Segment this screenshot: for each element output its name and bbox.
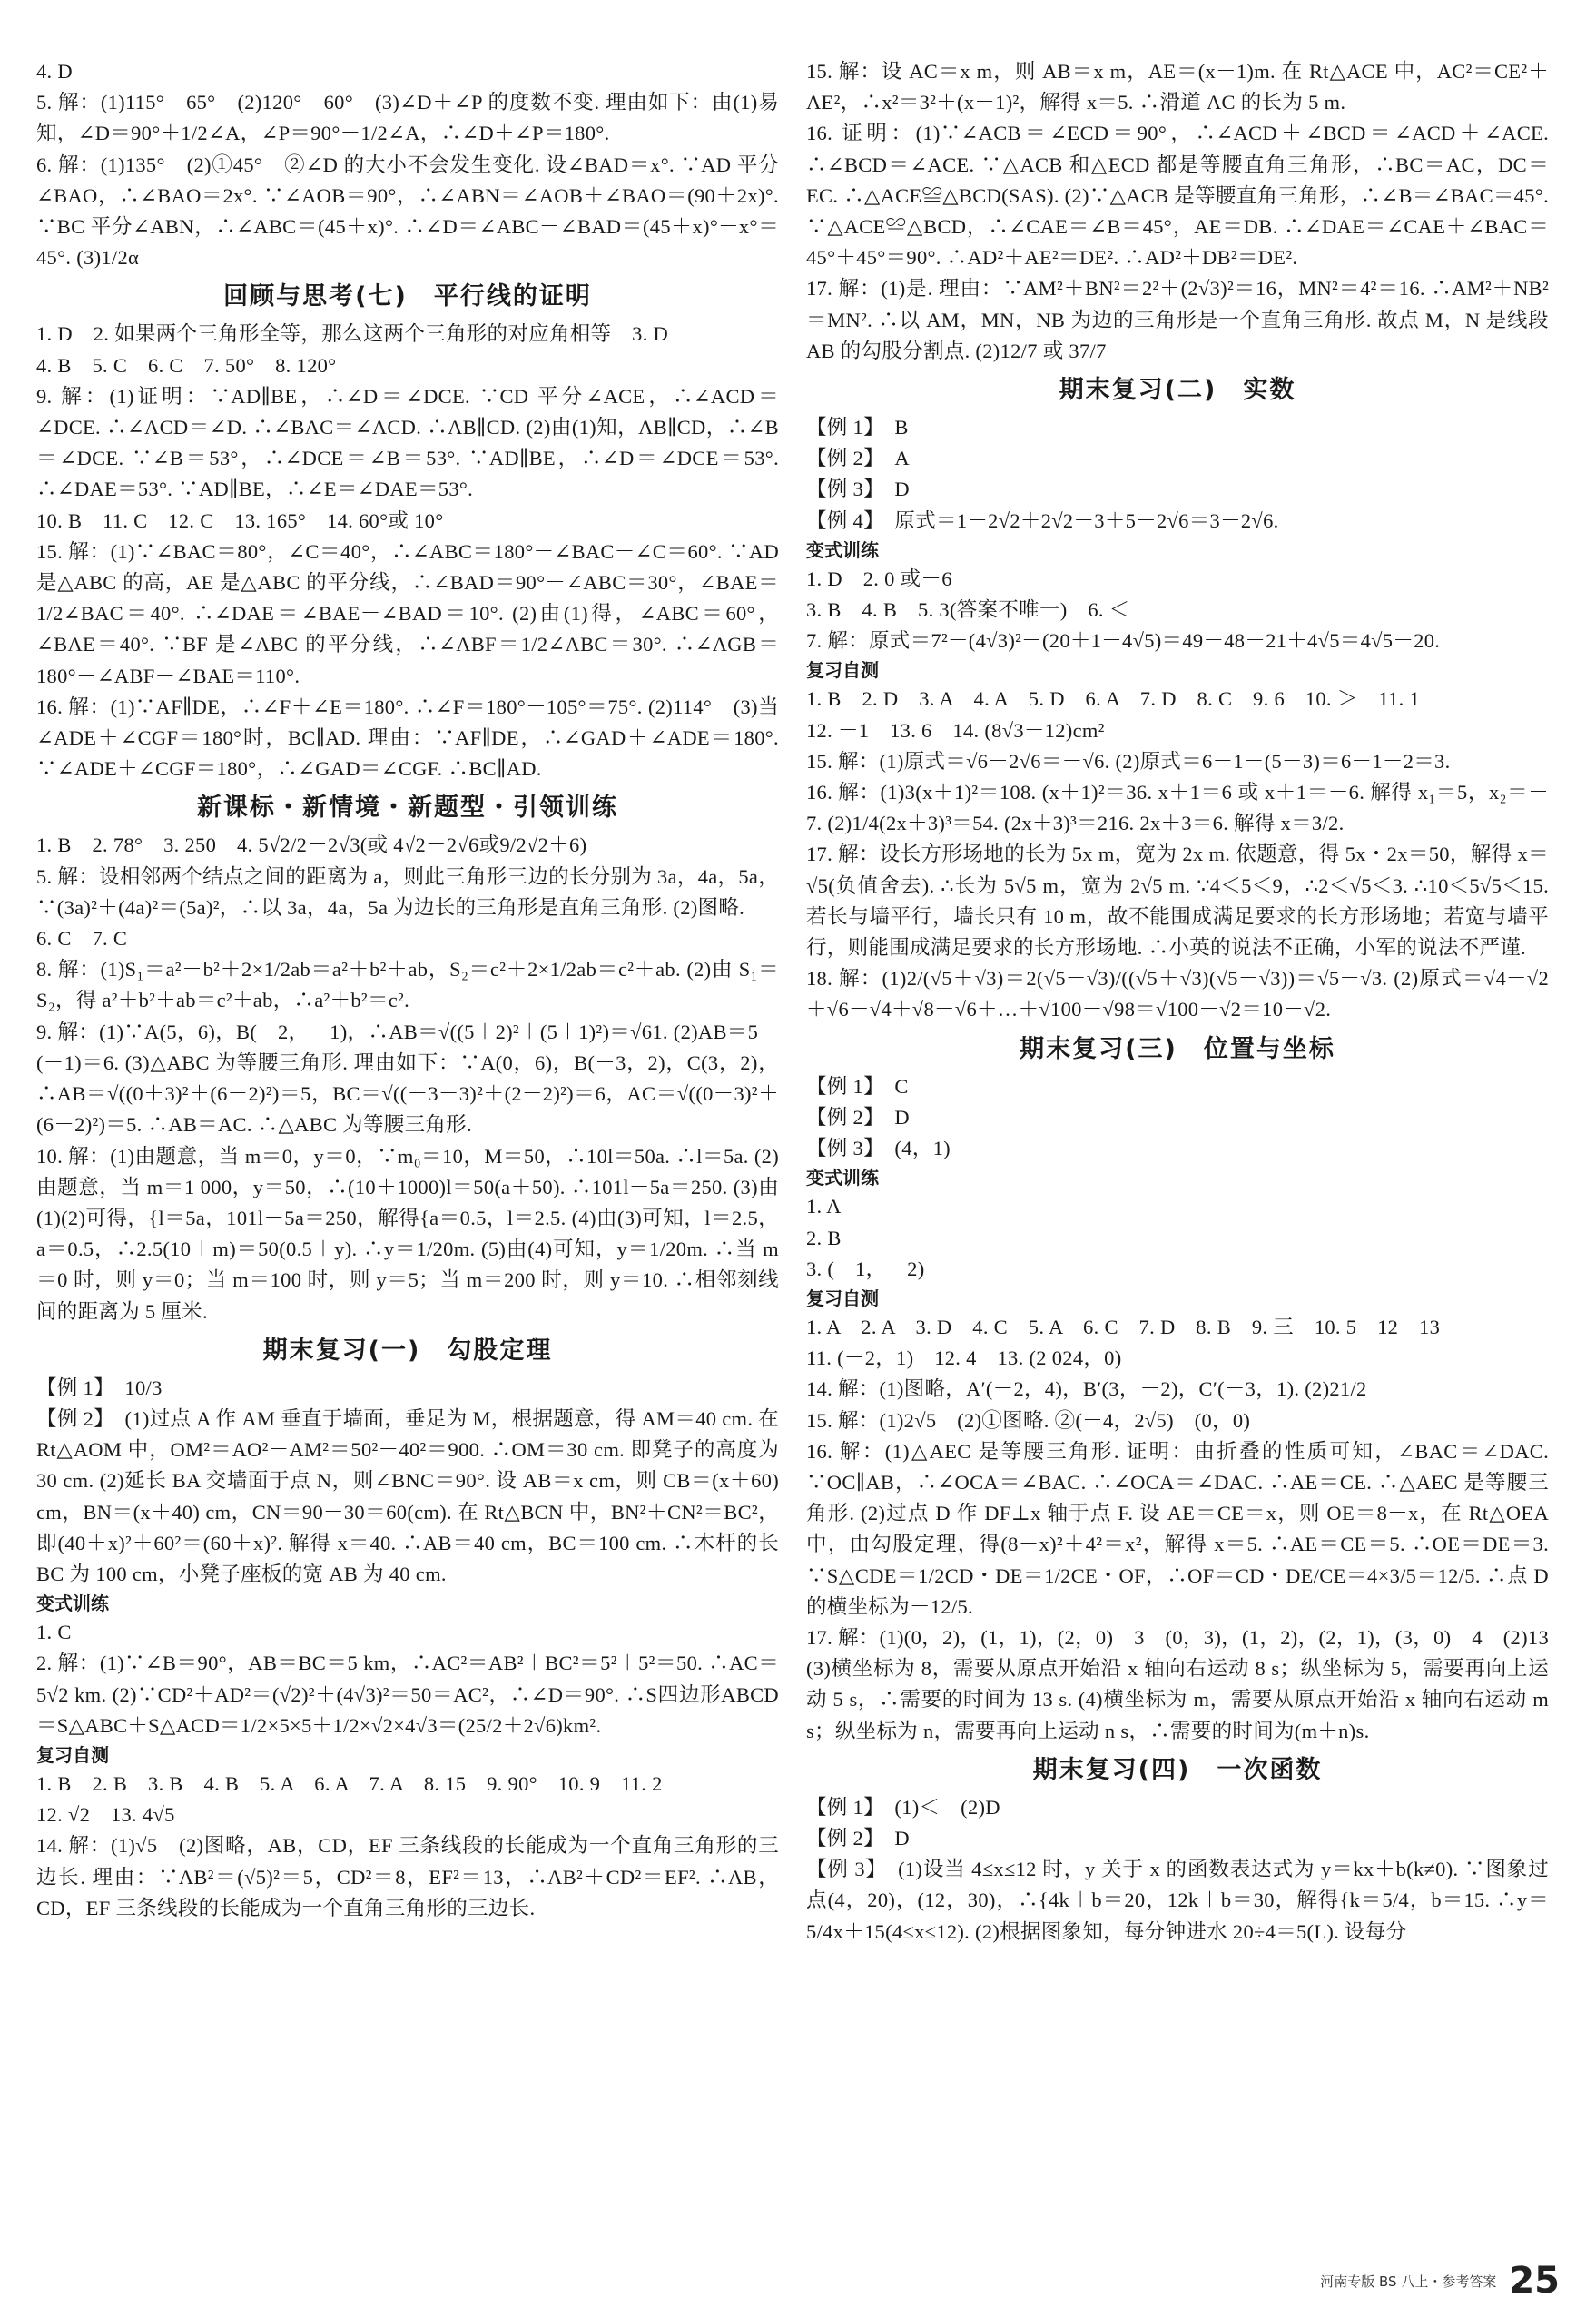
answer-paragraph: 【例 3】 (4，1) — [806, 1137, 951, 1160]
answer-paragraph: 【例 2】 A — [806, 447, 910, 470]
answer-paragraph: 1. B 2. B 3. B 4. B 5. A 6. A 7. A 8. 15 9. 90° 10. 9 11. 2 — [36, 1771, 663, 1795]
answer-paragraph: 【例 2】 (1)过点 A 作 AM 垂直于墙面，垂足为 M，根据题意，得 AM＝40 cm. 在 Rt△AOM 中，OM²＝AO²－AM²＝50²－40²＝900. ∴OM＝30 cm. 即凳子的高度为 30 cm. (2)延长 BA 交墙面于点 N，则∠BNC＝90°. 设 AB＝x cm，则 CB＝(x＋60) cm，BN＝(x＋40) cm，CN＝90－30＝60(cm). 在 Rt△BCN 中，BN²＋CN²＝BC²，即(40＋x)²＋60²＝(60＋x)². 解得 x＝40. ∴AB＝40 cm，BC＝100 cm. ∴木杆的长 BC 为 100 cm，小凳子座板的宽 AB 为 40 cm. — [36, 1406, 779, 1585]
answer-paragraph: 10. 解：(1)由题意，当 m＝0，y＝0，∵m₀＝10，M＝50，∴10l＝50a. ∴l＝5a. (2)由题意，当 m＝1 000，y＝50，∴(10＋1000)l＝50(a＋50). ∴101l－5a＝250. (3)由(1)(2)可得，{l＝5a，101l－5a＝250，解得{a＝0.5，l＝2.5. (4)由(3)可知，l＝2.5，a＝0.5，∴2.5(10＋m)＝50(0.5＋y). ∴y＝1/20m. (5)由(4)可知，y＝1/20m. ∴当 m＝0 时，则 y＝0；当 m＝100 时，则 y＝5；当 m＝200 时，则 y＝10. ∴相邻刻线间的距离为 5 厘米. — [36, 1144, 779, 1323]
answer-paragraph: 18. 解：(1)2/(√5＋√3)＝2(√5－√3)/((√5＋√3)(√5－√3))＝√5－√3. (2)原式＝√4－√2＋√6－√4＋√8－√6＋…＋√100－√98＝√100－√2＝10－√2. — [806, 967, 1549, 1021]
answer-paragraph: 10. B 11. C 12. C 13. 165° 14. 60°或 10° — [36, 508, 444, 532]
section-heading: 期末复习(一) 勾股定理 — [262, 1336, 553, 1365]
answer-paragraph: 16. 解：(1)3(x＋1)²＝108. (x＋1)²＝36. x＋1＝6 或 x＋1＝－6. 解得 x₁＝5，x₂＝－7. (2)1/4(2x＋3)³＝54. (2x＋3)³＝216. 2x＋3＝6. 解得 x＝3/2. — [806, 781, 1549, 835]
answer-paragraph: 1. A 2. A 3. D 4. C 5. A 6. C 7. D 8. B 9. 三 10. 5 12 13 — [806, 1315, 1441, 1338]
answer-paragraph: 17. 解：设长方形场地的长为 5x m，宽为 2x m. 依题意，得 5x・2x＝50，解得 x＝√5(负值舍去). ∴长为 5√5 m，宽为 2√5 m. ∵4＜5＜9，∴2＜√5＜3. ∴10＜5√5＜15. 若长与墙平行，墙长只有 10 m，故不能围成满足要求的长方形场地；若宽与墙平行，则能围成满足要求的长方形场地. ∴小英的说法不正确，小军的说法不严谨. — [806, 843, 1549, 960]
right-column — [806, 56, 1570, 1948]
answer-paragraph: 【例 4】 原式＝1－2√2＋2√2－3＋5－2√6＝3－2√6. — [806, 508, 1279, 532]
answer-paragraph: 7. 解：原式＝7²－(4√3)²－(20＋1－4√5)＝49－48－21＋4√5＝4√5－20. — [806, 629, 1441, 653]
answer-paragraph: 15. 解：(1)∵∠BAC＝80°，∠C＝40°，∴∠ABC＝180°－∠BAC－∠C＝60°. ∵AD 是△ABC 的高，AE 是△ABC 的平分线，∴∠BAD＝90°－∠ABC＝30°，∠BAE＝1/2∠BAC＝40°. ∴∠DAE＝∠BAE－∠BAD＝10°. (2)由(1)得，∠ABC＝60°，∠BAE＝40°. ∵BF 是∠ABC 的平分线，∴∠ABF＝1/2∠ABC＝30°. ∴∠AGB＝180°－∠ABF－∠BAE＝110°. — [36, 539, 779, 687]
page-number: 25 — [1509, 2260, 1560, 2302]
answer-paragraph: 1. B 2. 78° 3. 250 4. 5√2/2－2√3(或 4√2－2√6或9/2√2＋6) — [36, 833, 587, 857]
subsection-label: 复习自测 — [806, 659, 879, 682]
answer-paragraph: 6. 解：(1)135° (2)①45° ②∠D 的大小不会发生变化. 设∠BAD＝x°. ∵AD 平分∠BAO，∴∠BAO＝2x°. ∵∠AOB＝90°，∴∠ABN＝∠AOB＋∠BAO＝(90＋2x)°. ∵BC 平分∠ABN，∴∠ABC＝(45＋x)°. ∴∠D＝∠ABC－∠BAD＝(45＋x)°－x°＝45°. (3)1/2α — [36, 153, 779, 270]
answer-paragraph: 8. 解：(1)S₁＝a²＋b²＋2×1/2ab＝a²＋b²＋ab，S₂＝c²＋2×1/2ab＝c²＋ab. (2)由 S₁＝S₂，得 a²＋b²＋ab＝c²＋ab，∴a²＋b²＝c². — [36, 958, 779, 1012]
answer-paragraph: 5. 解：(1)115° 65° (2)120° 60° (3)∠D＋∠P 的度数不变. 理由如下：由(1)易知，∠D＝90°＋1/2∠A，∠P＝90°－1/2∠A，∴∠D＋∠P＝180°. — [36, 91, 779, 145]
answer-paragraph: 2. B — [806, 1226, 842, 1249]
answer-paragraph: 1. D 2. 如果两个三角形全等，那么这两个三角形的对应角相等 3. D — [36, 322, 669, 346]
section-heading: 回顾与思考(七) 平行线的证明 — [223, 282, 592, 311]
answer-paragraph: 14. 解：(1)图略，A′(－2，4)，B′(3，－2)，C′(－3，1). (2)21/2 — [806, 1377, 1367, 1401]
answer-paragraph: 5. 解：设相邻两个结点之间的距离为 a，则此三角形三边的长分别为 3a，4a，5a，∵(3a)²＋(4a)²＝(5a)²，∴以 3a，4a，5a 为边长的三角形是直角三角形. (2)图略. — [36, 864, 779, 919]
answer-paragraph: 11. (－2，1) 12. 4 13. (2 024，0) — [806, 1346, 1122, 1370]
answer-paragraph: 3. B 4. B 5. 3(答案不唯一) 6. ＜ — [806, 598, 1130, 622]
answer-paragraph: 1. C — [36, 1621, 72, 1644]
answer-paragraph: 2. 解：(1)∵∠B＝90°，AB＝BC＝5 km，∴AC²＝AB²＋BC²＝5²＋5²＝50. ∴AC＝5√2 km. (2)∵CD²＋AD²＝(√2)²＋(4√3)²＝50＝AC²，∴∠D＝90°. ∴S四边形ABCD＝S△ABC＋S△ACD＝1/2×5×5＋1/2×√2×4√3＝(25/2＋2√6)km². — [36, 1652, 779, 1737]
subsection-label: 复习自测 — [806, 1287, 879, 1309]
answer-paragraph: 6. C 7. C — [36, 927, 128, 951]
subsection-label: 变式训练 — [806, 538, 879, 561]
answer-paragraph: 【例 3】 D — [806, 478, 910, 501]
answer-paragraph: 4. B 5. C 6. C 7. 50° 8. 120° — [36, 353, 337, 377]
section-heading: 期末复习(三) 位置与坐标 — [1020, 1034, 1335, 1063]
answer-paragraph: 【例 1】 10/3 — [36, 1376, 163, 1399]
subsection-label: 变式训练 — [806, 1167, 879, 1189]
answer-paragraph: 4. D — [36, 60, 73, 83]
answer-paragraph: 1. A — [806, 1195, 842, 1218]
answer-paragraph: 【例 1】 C — [806, 1074, 909, 1098]
footer-text: 河南专版 BS 八上・参考答案 — [1320, 2273, 1497, 2290]
subsection-label: 变式训练 — [36, 1593, 109, 1615]
answer-paragraph: 【例 2】 D — [806, 1826, 910, 1849]
answer-paragraph: 【例 1】 (1)＜ (2)D — [806, 1795, 1000, 1819]
subsection-label: 复习自测 — [36, 1743, 109, 1766]
section-heading: 新课标・新情境・新题型・引领训练 — [197, 794, 618, 823]
answer-paragraph: 9. 解：(1)∵A(5，6)，B(－2，－1)，∴AB＝√((5＋2)²＋(5＋1)²)＝√61. (2)AB＝5－(－1)＝6. (3)△ABC 为等腰三角形. 理由如下：∵A(0，6)，B(－3，2)，C(3，2)，∴AB＝√((0＋3)²＋(6－2)²)＝5，BC＝√((－3－3)²＋(2－2)²)＝6，AC＝√((0－3)²＋(6－2)²)＝5. ∴AB＝AC. ∴△ABC 为等腰三角形. — [36, 1020, 779, 1137]
answer-paragraph: 17. 解：(1)是. 理由：∵AM²＋BN²＝2²＋(2√3)²＝16，MN²＝4²＝16. ∴AM²＋NB²＝MN². ∴以 AM，MN，NB 为边的三角形是一个直角三角形. 故点 M，N 是线段 AB 的勾股分割点. (2)12/7 或 37/7 — [806, 277, 1549, 362]
section-heading: 期末复习(二) 实数 — [1059, 376, 1296, 405]
answer-paragraph: 16. 解：(1)△AEC 是等腰三角形. 证明：由折叠的性质可知，∠BAC＝∠DAC. ∵OC∥AB，∴∠OCA＝∠BAC. ∴∠OCA＝∠DAC. ∴AE＝CE. ∴△AEC 是等腰三角形. (2)过点 D 作 DF⊥x 轴于点 F. 设 AE＝CE＝x，则 OE＝8－x，在 Rt△OEA 中，由勾股定理，得(8－x)²＋4²＝x²，解得 x＝5. ∴AE＝CE＝5. ∴OE＝DE＝3. ∵S△CDE＝1/2CD・DE＝1/2CE・OF，∴OF＝CD・DE/CE＝4×3/5＝12/5. ∴点 D 的横坐标为－12/5. — [806, 1439, 1549, 1618]
answer-paragraph: 3. (－1，－2) — [806, 1257, 925, 1280]
answer-paragraph: 【例 2】 D — [806, 1105, 910, 1129]
page-footer — [1320, 2260, 1560, 2302]
answer-paragraph: 15. 解：(1)2√5 (2)①图略. ②(－4，2√5) (0，0) — [806, 1408, 1251, 1432]
answer-paragraph: 14. 解：(1)√5 (2)图略，AB，CD，EF 三条线段的长能成为一个直角三角形的三边长. 理由：∵AB²＝(√5)²＝5，CD²＝8，EF²＝13，∴AB²＋CD²＝EF². ∴AB，CD，EF 三条线段的长能成为一个直角三角形的三边长. — [36, 1834, 779, 1919]
answer-paragraph: 17. 解：(1)(0，2)，(1，1)，(2，0) 3 (0，3)，(1，2)，(2，1)，(3，0) 4 (2)13 (3)横坐标为 8，需要从原点开始沿 x 轴向右运动 8 s；纵坐标为 5，需要再向上运动 5 s，∴需要的时间为 13 s. (4)横坐标为 m，需要从原点开始沿 x 轴向右运动 m s；纵坐标为 n，需要再向上运动 n s，∴需要的时间为(m＋n)s. — [806, 1625, 1570, 1742]
answer-paragraph: 1. D 2. 0 或－6 — [806, 567, 952, 590]
answer-paragraph: 16. 证明：(1)∵∠ACB＝∠ECD＝90°，∴∠ACD＋∠BCD＝∠ACD＋∠ACE. ∴∠BCD＝∠ACE. ∵△ACB 和△ECD 都是等腰直角三角形，∴BC＝AC，DC＝EC. ∴△ACE≌△BCD(SAS). (2)∵△ACB 是等腰直角三角形，∴∠B＝∠BAC＝45°. ∵△ACE≌△BCD，∴∠CAE＝∠B＝45°，AE＝DB. ∴∠DAE＝∠CAE＋∠BAC＝45°＋45°＝90°. ∴AD²＋AE²＝DE². ∴AD²＋DB²＝DE². — [806, 122, 1550, 270]
answer-paragraph: 15. 解：(1)原式＝√6－2√6＝－√6. (2)原式＝6－1－(5－3)＝6－1－2＝3. — [806, 749, 1451, 773]
answer-paragraph: 15. 解：设 AC＝x m，则 AB＝x m，AE＝(x－1)m. 在 Rt△ACE 中，AC²＝CE²＋AE²，∴x²＝3²＋(x－1)²，解得 x＝5. ∴滑道 AC 的长为 5 m. — [806, 60, 1549, 114]
answer-paragraph: 【例 1】 B — [806, 416, 909, 439]
answer-paragraph: 12. －1 13. 6 14. (8√3－12)cm² — [806, 718, 1105, 742]
answer-paragraph: 【例 3】 (1)设当 4≤x≤12 时，y 关于 x 的函数表达式为 y＝kx＋b(k≠0). ∵图象过点(4，20)，(12，30)，∴{4k＋b＝20，12k＋b＝30，解得{k＝5/4，b＝15. ∴y＝5/4x＋15(4≤x≤12). (2)根据图象知，每分钟进水 20÷4＝5(L). 设每分 — [806, 1858, 1549, 1943]
answer-paragraph: 1. B 2. D 3. A 4. A 5. D 6. A 7. D 8. C 9. 6 10. ＞ 11. 1 — [806, 687, 1421, 711]
left-column — [36, 56, 779, 1924]
answer-paragraph: 12. √2 13. 4√5 — [36, 1803, 175, 1827]
answer-paragraph: 16. 解：(1)∵AF∥DE，∴∠F＋∠E＝180°. ∴∠F＝180°－105°＝75°. (2)114° (3)当∠ADE＋∠CGF＝180°时，BC∥AD. 理由：∵AF∥DE，∴∠GAD＋∠ADE＝180°. ∵∠ADE＋∠CGF＝180°，∴∠GAD＝∠CGF. ∴BC∥AD. — [36, 695, 779, 781]
section-heading: 期末复习(四) 一次函数 — [1032, 1755, 1323, 1784]
answer-paragraph: 9. 解：(1)证明：∵AD∥BE，∴∠D＝∠DCE. ∵CD 平分∠ACE，∴∠ACD＝∠DCE. ∴∠ACD＝∠D. ∴∠BAC＝∠ACD. ∴AB∥CD. (2)由(1)知，AB∥CD，∴∠B＝∠DCE. ∵∠B＝53°，∴∠DCE＝∠B＝53°. ∵AD∥BE，∴∠D＝∠DCE＝53°. ∴∠DAE＝53°. ∵AD∥BE，∴∠E＝∠DAE＝53°. — [36, 384, 779, 501]
